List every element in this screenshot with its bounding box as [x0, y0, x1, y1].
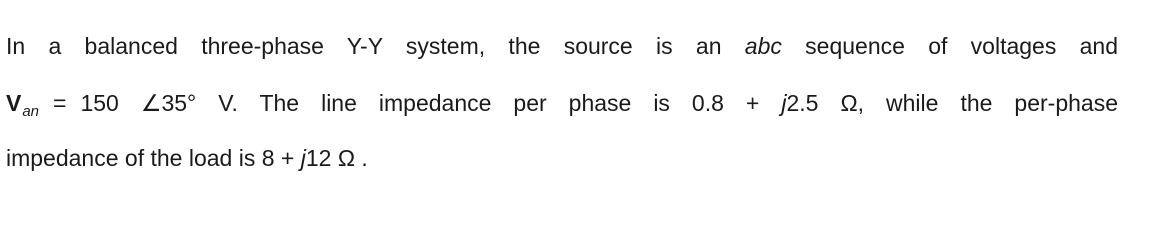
load-impedance-text: impedance of the load is 8 + [6, 145, 301, 171]
problem-line-1 [6, 33, 1118, 60]
line1-text-end: sequence of voltages and [781, 33, 1118, 59]
line-impedance-text: 2.5 Ω, while the per-phase [786, 90, 1118, 116]
problem-line-3 [6, 145, 368, 172]
equals-sign: = [53, 90, 67, 116]
line1-text: In a balanced three-phase Y-Y system, the source is an [6, 33, 745, 59]
imaginary-unit: j [781, 90, 787, 116]
imaginary-unit-load: j [300, 145, 306, 171]
problem-line-2 [6, 90, 1118, 120]
source-voltage-text: 150 ∠35° V. The line impedance per phase is 0.8 + [80, 90, 782, 116]
load-impedance-value: 12 Ω . [305, 145, 368, 171]
phasor-subscript: an [22, 103, 40, 120]
abc-sequence-term: abc [744, 33, 782, 59]
phasor-symbol-V: V [6, 90, 22, 116]
